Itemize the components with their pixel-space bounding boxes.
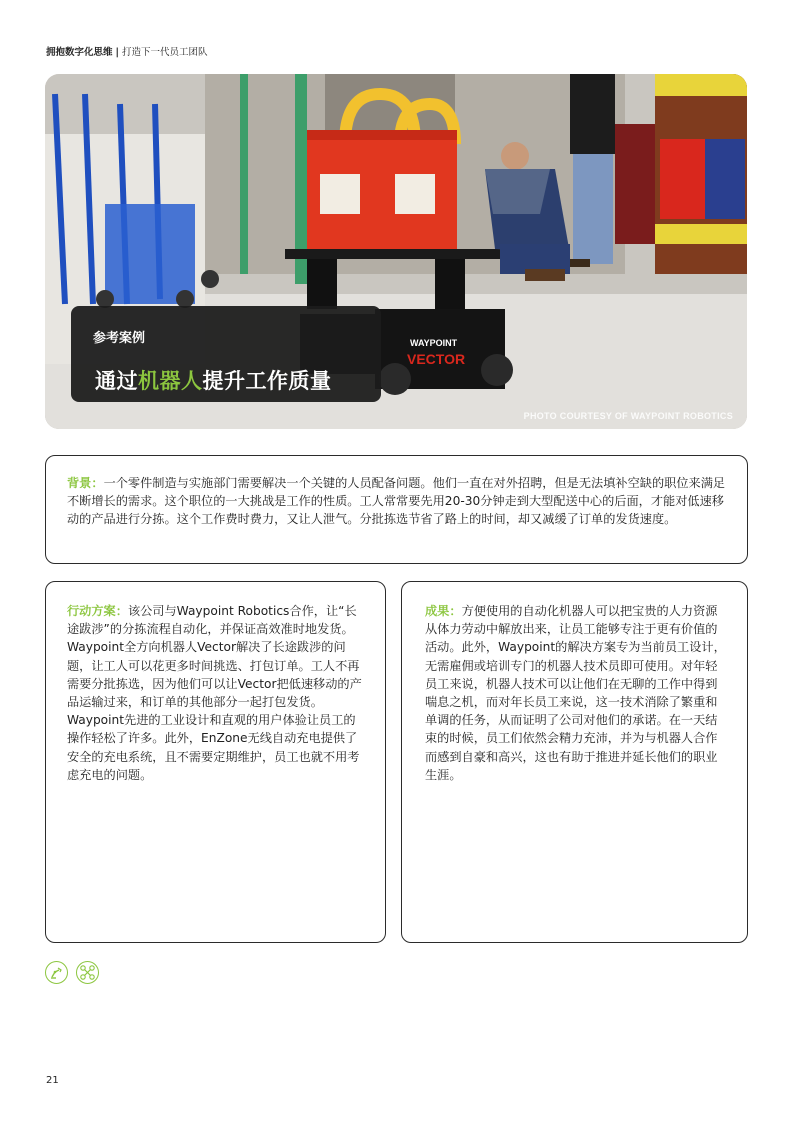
photo-credit: PHOTO COURTESY OF WAYPOINT ROBOTICS — [523, 411, 733, 421]
result-box — [401, 581, 748, 943]
title-part-1: 通过 — [95, 369, 138, 393]
action-paragraph — [67, 602, 367, 784]
result-text: 方便使用的自动化机器人可以把宝贵的人力资源从体力劳动中解放出来，让员工能够专注于更有价值的活动。此外，Waypoint的解决方案专为当前员工设计，无需雇佣或培训专门的机器人技术员即可使用。对年轻员工来说，机器人技术可以让他们在无聊的工作中得到喘息之机，而对年长员工来说，这一技术消除了繁重和单调的任务，从而证明了公司对他们的承诺。在一天结束的时候，员工们依然会精力充沛，并为与机器人合作而感到自豪和高兴，这也有助于推进并延长他们的职业生涯。 — [425, 604, 726, 782]
title-highlight: 机器人 — [138, 369, 203, 393]
running-header — [46, 44, 208, 58]
case-study-tag: 参考案例 — [93, 331, 146, 346]
case-study-card — [71, 306, 381, 402]
action-label: 行动方案： — [67, 604, 128, 618]
robot-model-label: VECTOR — [407, 351, 466, 367]
drone-icon — [76, 961, 99, 984]
result-paragraph — [425, 602, 729, 784]
result-label: 成果： — [425, 604, 462, 618]
background-label: 背景： — [67, 476, 104, 490]
footer-icons — [45, 961, 102, 984]
action-box — [45, 581, 386, 943]
header-section: 拥抱数字化思维 — [46, 47, 113, 58]
robot-brand-label: WAYPOINT — [410, 338, 458, 348]
background-box — [45, 455, 748, 564]
title-part-2: 提升工作质量 — [202, 369, 332, 393]
header-separator: | — [115, 47, 119, 58]
action-text: 该公司与Waypoint Robotics合作，让“长途跋涉”的分拣流程自动化，并保证高效准时地发货。Waypoint全方向机器人Vector解决了长途跋涉的问题，让工人可以花更多时间挑选、打包订单。工人不再需要分批拣选，因为他们可以让Vector把低速移动的产品运输过来，和订单的其他部分一起打包发货。Waypoint先进的工业设计和直观的用户体验让员工的操作轻松了许多。此外，EnZone无线自动充电提供了安全的充电系统，且不需要定期维护，员工也就不用考虑充电的问题。 — [67, 604, 362, 782]
header-subtitle: 打造下一代员工团队 — [122, 47, 208, 58]
case-study-title — [95, 365, 332, 395]
page-number: 21 — [46, 1075, 59, 1086]
robot-arm-icon — [45, 961, 68, 984]
background-text: 一个零件制造与实施部门需要解决一个关键的人员配备问题。他们一直在对外招聘，但是无法填补空缺的职位来满足不断增长的需求。这个职位的一大挑战是工作的性质。工人常常要先用20-30分钟走到大型配送中心的后面，才能对低速移动的产品进行分拣。这个工作费时费力，又让人泄气。分批拣选节省了路上的时间，却又减缓了订单的发货速度。 — [67, 476, 726, 527]
background-paragraph — [67, 474, 727, 529]
